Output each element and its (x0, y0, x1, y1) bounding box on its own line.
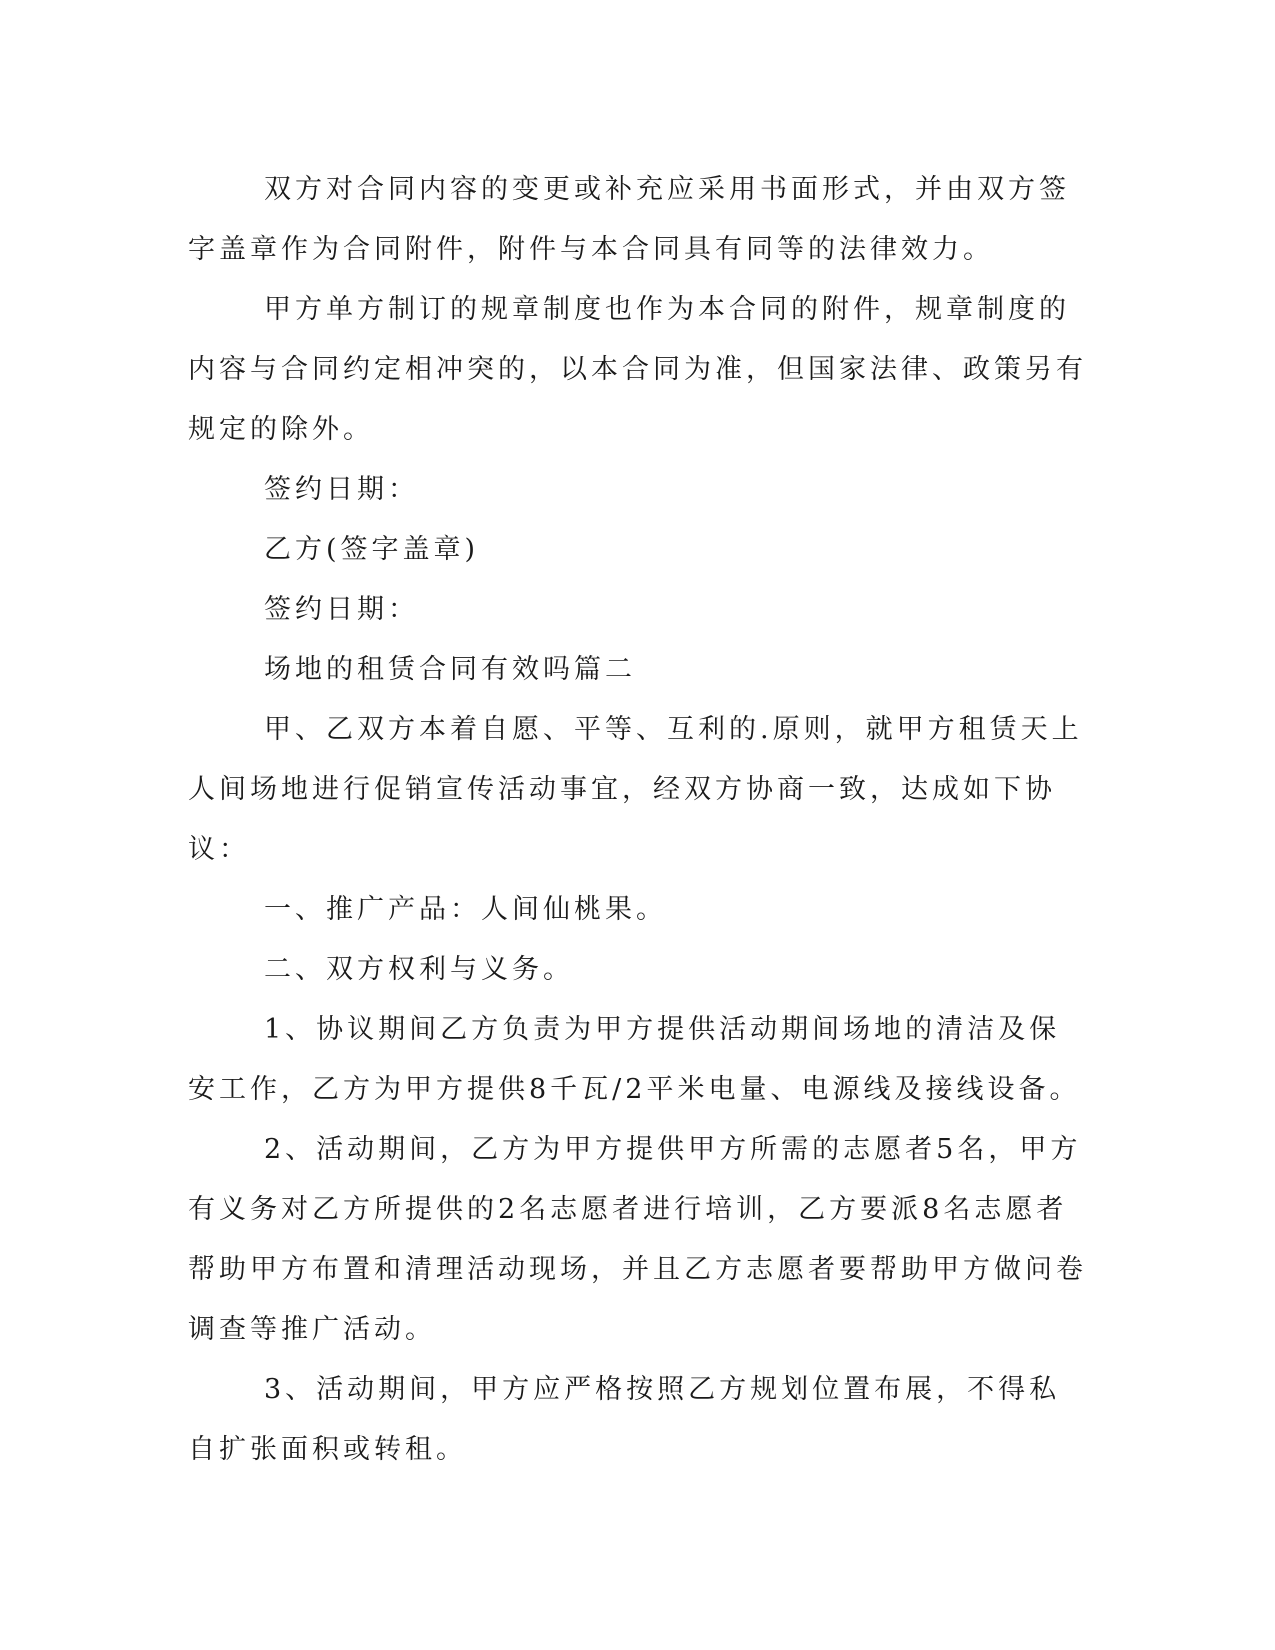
signing-date-label-2: 签约日期： (264, 594, 419, 625)
signing-date-label: 签约日期： (264, 474, 419, 505)
clause-rights-obligations: 二、双方权利与义务。 (264, 954, 574, 985)
clause-1: 1、协议期间乙方负责为甲方提供活动期间场地的清洁及保安工作，乙方为甲方提供8千瓦/2平米电量、电源线及接线设备。 (188, 1014, 1081, 1105)
clause-2: 2、活动期间，乙方为甲方提供甲方所需的志愿者5名，甲方有义务对乙方所提供的2名志愿者进行培训，乙方要派8名志愿者帮助甲方布置和清理活动现场，并且乙方志愿者要帮助甲方做问卷调查等推广活动。 (188, 1134, 1087, 1345)
clause-3: 3、活动期间，甲方应严格按照乙方规划位置布展，不得私自扩张面积或转租。 (188, 1374, 1061, 1465)
party-b-signature-label: 乙方(签字盖章) (264, 534, 480, 565)
clause-promoted-product: 一、推广产品：人间仙桃果。 (264, 894, 667, 925)
section-title: 场地的租赁合同有效吗篇二 (264, 654, 636, 685)
paragraph-rules-annex: 甲方单方制订的规章制度也作为本合同的附件，规章制度的内容与合同约定相冲突的，以本合同为准，但国家法律、政策另有规定的除外。 (188, 294, 1087, 445)
document-body (188, 160, 1088, 1480)
paragraph-contract-amendment: 双方对合同内容的变更或补充应采用书面形式，并由双方签字盖章作为合同附件，附件与本合同具有同等的法律效力。 (188, 174, 1070, 265)
paragraph-agreement-intro: 甲、乙双方本着自愿、平等、互利的.原则，就甲方租赁天上人间场地进行促销宣传活动事宜，经双方协商一致，达成如下协议： (188, 714, 1083, 865)
